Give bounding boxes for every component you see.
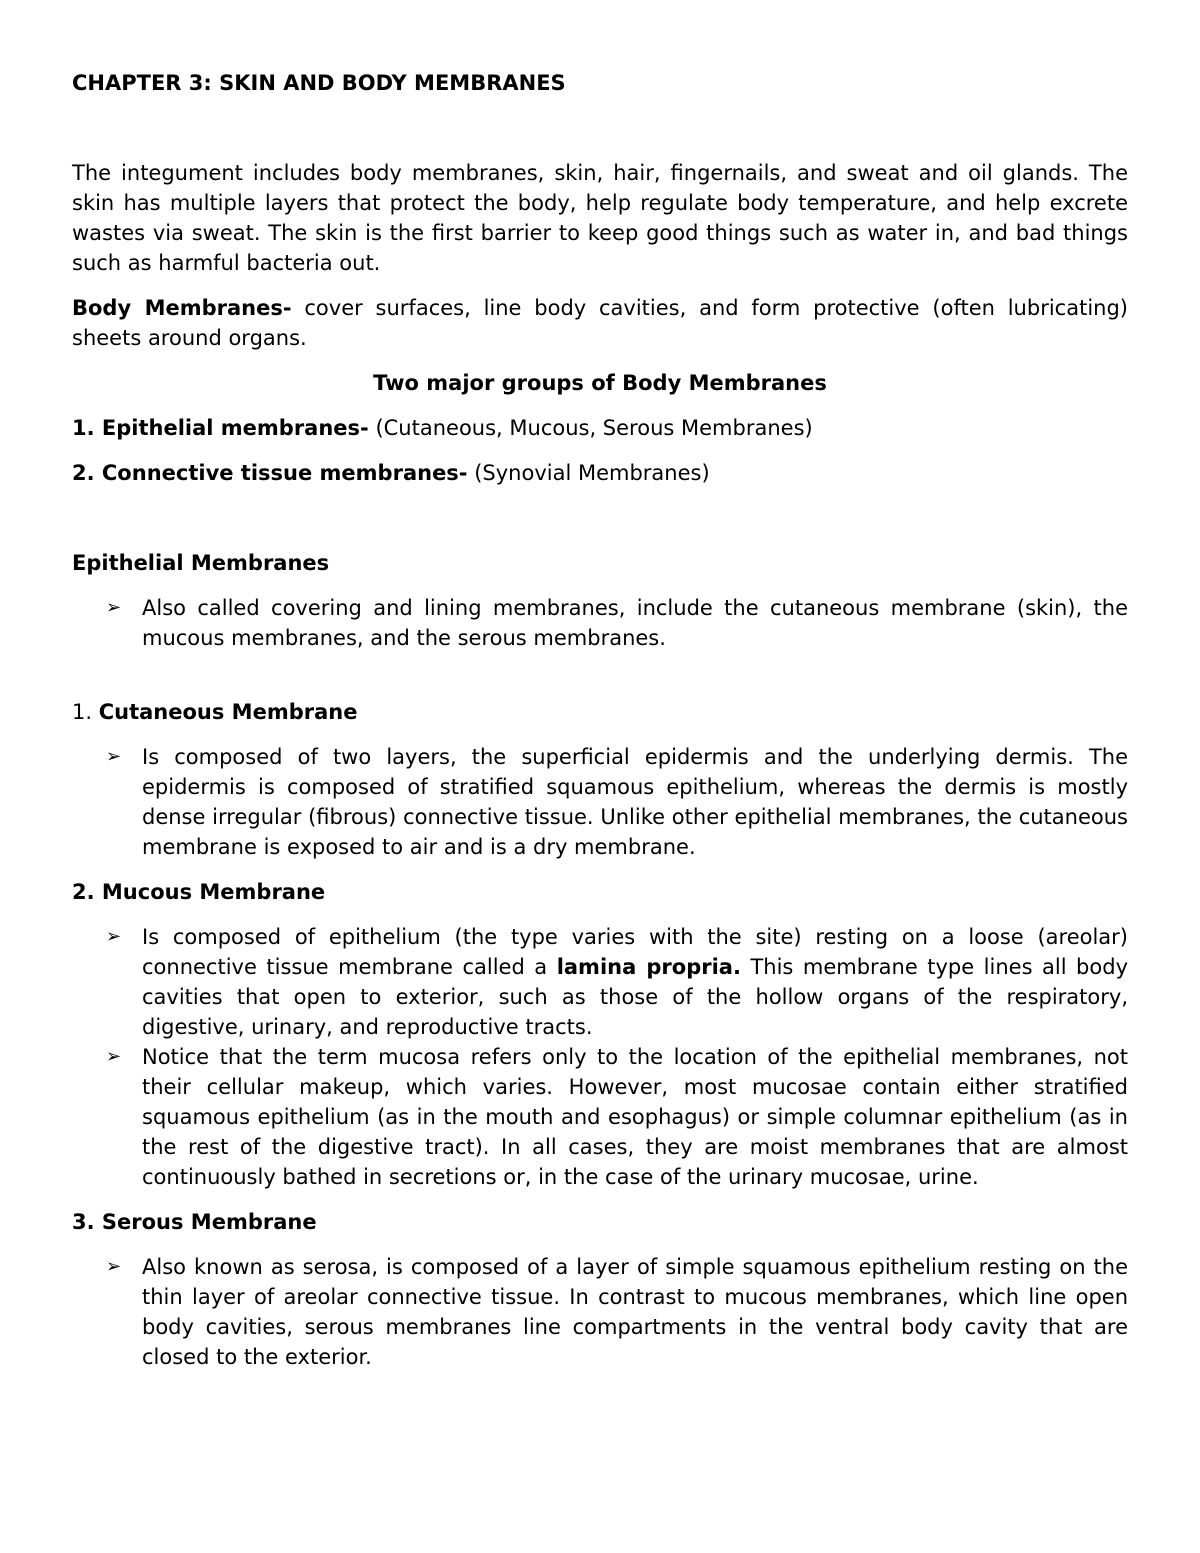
arrow-bullet-icon: ➢ xyxy=(106,926,122,947)
list-item xyxy=(72,593,1128,653)
list-item xyxy=(72,1042,1128,1192)
cutaneous-title: Cutaneous Membrane xyxy=(98,700,358,724)
body-membranes-term: Body Membranes- xyxy=(72,296,292,320)
serous-heading: 3. Serous Membrane xyxy=(72,1210,317,1234)
lamina-propria-term: lamina propria. xyxy=(556,955,741,979)
mucous-bullet-2-text: Notice that the term mucosa refers only to the location of the epithelial membranes, not their cellular makeup, which varies. However, most mucosae contain either stratified squamous epithelium (as in the mouth and esophagus) or simple columnar epithelium (as in the rest of the digestive tract). In all cases, they are moist membranes that are almost continuously bathed in secretions or, in the case of the urinary mucosae, urine. xyxy=(142,1045,1128,1189)
mucous-bullets xyxy=(72,922,1128,1192)
serous-bullets xyxy=(72,1252,1128,1372)
cutaneous-number: 1. xyxy=(72,700,93,724)
mucous-bullet-1-pre: Is composed of epithelium (the type varies with the site) resting on a loose (areolar) connective tissue membrane called a xyxy=(142,925,1128,979)
group-1-label: 1. Epithelial membranes- xyxy=(72,416,369,440)
group-1 xyxy=(72,413,1128,443)
group-2-label: 2. Connective tissue membranes- xyxy=(72,461,468,485)
group-2-text: (Synovial Membranes) xyxy=(467,461,710,485)
body-membranes-definition: cover surfaces, line body cavities, and form protective (often lubricating) sheets around organs. xyxy=(72,296,1128,350)
epithelial-bullets xyxy=(72,593,1128,653)
chapter-title: CHAPTER 3: SKIN AND BODY MEMBRANES xyxy=(72,71,566,95)
body-membranes-paragraph xyxy=(72,293,1128,353)
mucous-heading: 2. Mucous Membrane xyxy=(72,880,326,904)
epithelial-heading: Epithelial Membranes xyxy=(72,551,330,575)
cutaneous-heading xyxy=(72,697,1128,727)
list-item xyxy=(72,742,1128,862)
list-item xyxy=(72,1252,1128,1372)
arrow-bullet-icon: ➢ xyxy=(106,597,122,618)
serous-bullet-text: Also known as serosa, is composed of a layer of simple squamous epithelium resting on the thin layer of areolar connective tissue. In contrast to mucous membranes, which line open body cavities, serous membranes line compartments in the ventral body cavity that are closed to the exterior. xyxy=(142,1255,1128,1369)
arrow-bullet-icon: ➢ xyxy=(106,1046,122,1067)
intro-paragraph: The integument includes body membranes, skin, hair, fingernails, and sweat and oil glands. The skin has multiple layers that protect the body, help regulate body temperature, and help excrete wastes via sweat. The skin is the first barrier to keep good things such as water in, and bad things such as harmful bacteria out. xyxy=(72,161,1128,275)
arrow-bullet-icon: ➢ xyxy=(106,1256,122,1277)
epithelial-bullet-text: Also called covering and lining membranes, include the cutaneous membrane (skin), the mucous membranes, and the serous membranes. xyxy=(142,596,1128,650)
cutaneous-bullets xyxy=(72,742,1128,862)
arrow-bullet-icon: ➢ xyxy=(106,746,122,767)
cutaneous-bullet-text: Is composed of two layers, the superficial epidermis and the underlying dermis. The epidermis is composed of stratified squamous epithelium, whereas the dermis is mostly dense irregular (fibrous) connective tissue. Unlike other epithelial membranes, the cutaneous membrane is exposed to air and is a dry membrane. xyxy=(142,745,1128,859)
group-1-text: (Cutaneous, Mucous, Serous Membranes) xyxy=(368,416,813,440)
mucous-bullet-1-post: This membrane type lines all body cavities that open to exterior, such as those of the hollow organs of the respiratory, digestive, urinary, and reproductive tracts. xyxy=(142,955,1128,1039)
list-item xyxy=(72,922,1128,1042)
group-2 xyxy=(72,458,1128,488)
groups-heading: Two major groups of Body Membranes xyxy=(373,371,827,395)
